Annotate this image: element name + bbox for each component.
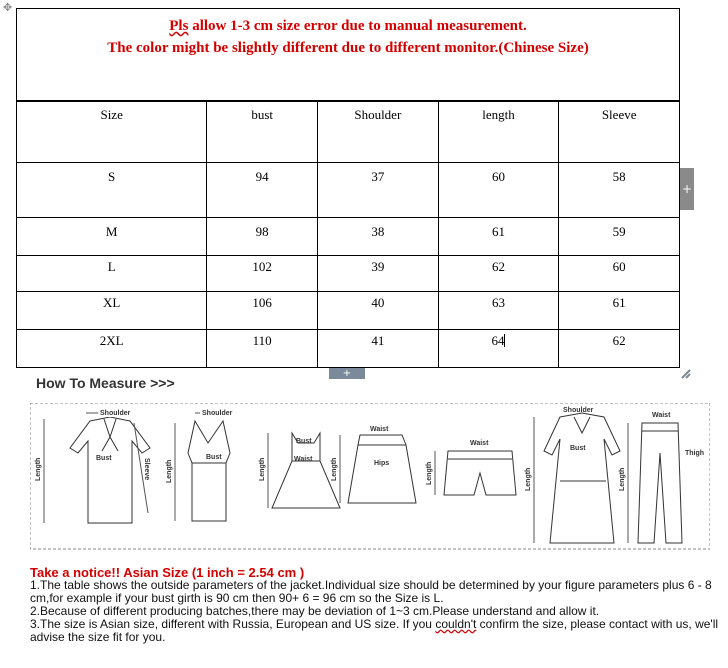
table-cell[interactable]: 61 — [559, 292, 680, 330]
text-cursor — [504, 334, 505, 347]
plus-icon: + — [681, 182, 693, 196]
table-cell[interactable]: 38 — [317, 218, 438, 256]
table-cell[interactable]: 41 — [317, 330, 438, 368]
notice-line-2: The color might be slightly different due to different monitor.(Chinese Size) — [107, 40, 589, 56]
notice-box — [16, 8, 680, 102]
how-to-measure-title: How To Measure >>> — [36, 375, 175, 391]
bust-label: Bust — [96, 455, 112, 462]
table-cell[interactable]: 110 — [207, 330, 318, 368]
plus-icon: + — [342, 368, 352, 379]
notice-line-1-text: allow 1-3 cm size error due to manual measurement. — [188, 18, 527, 34]
notice-line-3-b: confirm the size, please contact with us, we'll advise the size fit for you. — [30, 617, 719, 644]
table-cell[interactable]: 63 — [438, 292, 559, 330]
table-cell[interactable]: XL — [17, 292, 207, 330]
length-label: Length — [331, 457, 338, 481]
notice-line-1 — [17, 18, 679, 35]
bust-label: Bust — [296, 438, 312, 445]
move-handle-icon[interactable]: ✥ — [3, 1, 13, 14]
pants-figure — [619, 412, 704, 543]
table-cell[interactable]: 61 — [438, 218, 559, 256]
add-row-button[interactable] — [329, 368, 365, 379]
length-label: Length — [166, 459, 173, 483]
table-cell[interactable]: 40 — [317, 292, 438, 330]
length-label: Length — [35, 457, 42, 481]
notice-line-3-wavy: couldn't — [435, 617, 477, 631]
table-row — [17, 256, 680, 292]
table-cell[interactable]: 94 — [207, 163, 318, 218]
table-row — [17, 292, 680, 330]
table-cell[interactable]: 60 — [559, 256, 680, 292]
bust-label: Bust — [570, 445, 586, 452]
shoulder-label: Shoulder — [563, 407, 594, 414]
table-cell[interactable]: 37 — [317, 163, 438, 218]
waist-label: Waist — [370, 426, 389, 433]
table-cell[interactable]: 59 — [559, 218, 680, 256]
waist-label: Waist — [294, 456, 313, 463]
bust-label: Bust — [206, 454, 222, 461]
header-cell[interactable]: Sleeve — [559, 101, 680, 163]
add-column-button[interactable] — [680, 168, 694, 210]
table-cell[interactable]: 2XL — [17, 330, 207, 368]
table-cell[interactable]: M — [17, 218, 207, 256]
notice-line-3-a: 3.The size is Asian size, different with Russia, European and US size. If you — [30, 617, 436, 631]
how-to-measure-diagram — [30, 403, 710, 553]
blouse-figure — [35, 409, 150, 523]
length-label: Length — [426, 461, 433, 485]
dress-figure — [259, 433, 340, 508]
table-cell[interactable]: 102 — [207, 256, 318, 292]
size-notice-text — [30, 566, 720, 644]
sleeve-label: Sleeve — [143, 458, 150, 481]
shoulder-label: Shoulder — [202, 410, 233, 417]
size-table — [16, 100, 680, 368]
notice-line-1: 1.The table shows the outside parameters of the jacket.Individual size should be determined by your figure parameters plus 6 - 8 cm,for example if your bust girth is 90 cm then 90+ 6 = 96 cm so the Size is L. — [30, 578, 712, 605]
shorts-figure — [426, 440, 516, 495]
header-cell[interactable]: length — [438, 101, 559, 163]
table-row — [17, 163, 680, 218]
table-cell[interactable]: L — [17, 256, 207, 292]
waist-label: Waist — [470, 440, 489, 447]
tank-top-figure — [166, 409, 236, 521]
table-cell[interactable]: 60 — [438, 163, 559, 218]
table-cell-text: 64 — [491, 333, 505, 348]
table-cell[interactable]: 58 — [559, 163, 680, 218]
header-cell[interactable]: Shoulder — [317, 101, 438, 163]
notice-pls-word: Pls — [169, 18, 189, 34]
table-row — [17, 330, 680, 368]
length-label: Length — [259, 457, 266, 481]
table-cell[interactable]: 106 — [207, 292, 318, 330]
table-cell[interactable]: 62 — [438, 256, 559, 292]
table-cell[interactable]: 98 — [207, 218, 318, 256]
notice-line-2: 2.Because of different producing batches,there may be deviation of 1~3 cm.Please understand and allow it. — [30, 604, 600, 618]
table-cell-active[interactable] — [438, 330, 559, 368]
header-cell[interactable]: bust — [207, 101, 318, 163]
coat-figure — [525, 407, 620, 543]
skirt-figure — [331, 426, 416, 503]
table-cell[interactable]: 62 — [559, 330, 680, 368]
waist-label: Waist — [652, 412, 671, 419]
table-cell[interactable]: S — [17, 163, 207, 218]
resize-handle-icon[interactable] — [680, 368, 692, 380]
notice-heading: Take a notice!! Asian Size (1 inch = 2.54 cm ) — [30, 565, 305, 580]
hips-label: Hips — [374, 460, 390, 467]
thigh-label: Thigh — [685, 450, 705, 457]
header-cell[interactable]: Size — [17, 101, 207, 163]
length-label: Length — [619, 467, 626, 491]
notice-line-3 — [30, 618, 720, 644]
table-cell[interactable]: 39 — [317, 256, 438, 292]
shoulder-label: Shoulder — [100, 410, 131, 417]
table-header-row — [17, 101, 680, 163]
table-row — [17, 218, 680, 256]
length-label: Length — [525, 467, 532, 491]
